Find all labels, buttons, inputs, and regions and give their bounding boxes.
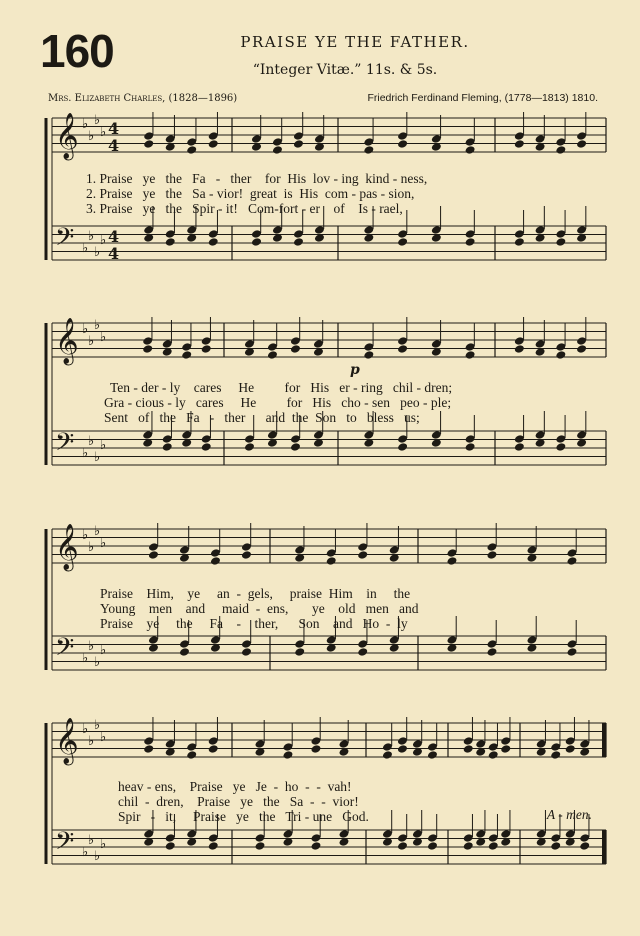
flat-sign: ♭ bbox=[94, 849, 101, 864]
note-head bbox=[397, 237, 408, 247]
treble-clef: 𝄞 bbox=[55, 113, 79, 159]
flat-sign: ♭ bbox=[82, 117, 89, 132]
time-signature-bottom: 4 bbox=[108, 244, 120, 263]
note-head bbox=[326, 556, 337, 566]
bass-clef: 𝄢 bbox=[55, 633, 75, 668]
note-head bbox=[576, 139, 587, 149]
note-head bbox=[427, 841, 438, 851]
flat-sign: ♭ bbox=[100, 730, 107, 745]
note-head bbox=[143, 744, 154, 754]
note-head bbox=[550, 841, 561, 851]
note-head bbox=[186, 145, 197, 155]
flat-sign: ♭ bbox=[100, 233, 107, 248]
note-head bbox=[555, 145, 566, 155]
note-head bbox=[208, 744, 219, 754]
note-head bbox=[514, 344, 525, 354]
note-head bbox=[500, 744, 511, 754]
note-head bbox=[488, 841, 499, 851]
tune-meter: “Integer Vitæ.” 11s. & 5s. bbox=[252, 62, 438, 78]
note-head bbox=[514, 442, 525, 452]
note-head bbox=[565, 744, 576, 754]
note-head bbox=[241, 647, 252, 657]
final-bar bbox=[602, 723, 606, 757]
bass-clef: 𝄢 bbox=[55, 223, 75, 258]
lyric-line: 3. Praise ye the Spir - it! Com-fort - er of Is - rael, bbox=[86, 201, 403, 216]
note-head bbox=[447, 556, 458, 566]
note-head bbox=[201, 344, 212, 354]
note-head bbox=[208, 841, 219, 851]
lyric-line: Praise ye the Fa - ther, Son and Ho - ly bbox=[100, 616, 408, 631]
note-head bbox=[567, 556, 578, 566]
flat-sign: ♭ bbox=[88, 540, 95, 555]
note-head bbox=[488, 750, 499, 760]
note-head bbox=[397, 139, 408, 149]
flat-sign: ♭ bbox=[100, 125, 107, 140]
lyric-line: Young men and maid - ens, ye old men and bbox=[100, 601, 419, 616]
time-signature-top: 4 bbox=[108, 227, 120, 246]
note-head bbox=[555, 350, 566, 360]
flat-sign: ♭ bbox=[88, 833, 95, 848]
flat-sign: ♭ bbox=[88, 334, 95, 349]
note-head bbox=[397, 841, 408, 851]
note-head bbox=[208, 139, 219, 149]
note-head bbox=[397, 442, 408, 452]
note-head bbox=[208, 237, 219, 247]
flat-sign: ♭ bbox=[88, 434, 95, 449]
author-credit: Mrs. Elizabeth Charles, (1828—1896) bbox=[48, 93, 238, 104]
note-head bbox=[186, 750, 197, 760]
note-head bbox=[311, 744, 322, 754]
note-head bbox=[244, 442, 255, 452]
flat-sign: ♭ bbox=[94, 450, 101, 465]
flat-sign: ♭ bbox=[94, 245, 101, 260]
flat-sign: ♭ bbox=[94, 524, 101, 539]
note-head bbox=[397, 344, 408, 354]
flat-sign: ♭ bbox=[94, 718, 101, 733]
flat-sign: ♭ bbox=[82, 322, 89, 337]
note-head bbox=[148, 550, 159, 560]
note-head bbox=[463, 744, 474, 754]
note-head bbox=[294, 647, 305, 657]
note-head bbox=[267, 350, 278, 360]
note-head bbox=[165, 237, 176, 247]
flat-sign: ♭ bbox=[88, 734, 95, 749]
treble-clef: 𝄞 bbox=[55, 524, 79, 570]
note-head bbox=[241, 550, 252, 560]
lyric-line: heav - ens, Praise ye Je - ho - - vah! bbox=[118, 779, 352, 794]
note-head bbox=[555, 442, 566, 452]
flat-sign: ♭ bbox=[94, 655, 101, 670]
amen-text: A - men. bbox=[546, 807, 592, 822]
note-head bbox=[290, 442, 301, 452]
note-head bbox=[382, 750, 393, 760]
lyric-line: chil - dren, Praise ye the Sa - - vior! bbox=[118, 794, 359, 809]
note-head bbox=[272, 145, 283, 155]
note-head bbox=[363, 350, 374, 360]
note-head bbox=[181, 350, 192, 360]
note-head bbox=[290, 344, 301, 354]
note-head bbox=[255, 841, 266, 851]
treble-clef: 𝄞 bbox=[55, 718, 79, 764]
note-head bbox=[142, 344, 153, 354]
hymn-number: 160 bbox=[40, 25, 114, 77]
note-head bbox=[283, 750, 294, 760]
note-head bbox=[487, 550, 498, 560]
note-head bbox=[210, 556, 221, 566]
note-head bbox=[514, 237, 525, 247]
note-head bbox=[487, 647, 498, 657]
flat-sign: ♭ bbox=[82, 446, 89, 461]
note-head bbox=[427, 750, 438, 760]
flat-sign: ♭ bbox=[100, 536, 107, 551]
note-head bbox=[293, 139, 304, 149]
flat-sign: ♭ bbox=[94, 113, 101, 128]
note-head bbox=[555, 237, 566, 247]
flat-sign: ♭ bbox=[88, 229, 95, 244]
treble-clef: 𝄞 bbox=[55, 318, 79, 364]
dynamic-marking: p bbox=[350, 362, 360, 378]
hymn-title: PRAISE YE THE FATHER. bbox=[240, 33, 470, 51]
flat-sign: ♭ bbox=[82, 651, 89, 666]
flat-sign: ♭ bbox=[82, 528, 89, 543]
flat-sign: ♭ bbox=[100, 330, 107, 345]
lyric-line: Ten - der - ly cares He for His er - ring chil - dren; bbox=[110, 380, 453, 395]
note-head bbox=[465, 237, 476, 247]
note-head bbox=[397, 744, 408, 754]
flat-sign: ♭ bbox=[82, 722, 89, 737]
note-head bbox=[463, 841, 474, 851]
note-head bbox=[465, 145, 476, 155]
note-head bbox=[514, 139, 525, 149]
lyric-line: 2. Praise ye the Sa - vior! great is His com - pas - sion, bbox=[86, 186, 415, 201]
note-head bbox=[293, 237, 304, 247]
note-head bbox=[251, 237, 262, 247]
note-head bbox=[179, 647, 190, 657]
flat-sign: ♭ bbox=[94, 318, 101, 333]
final-bar bbox=[602, 830, 606, 864]
note-head bbox=[465, 442, 476, 452]
flat-sign: ♭ bbox=[88, 129, 95, 144]
note-head bbox=[579, 841, 590, 851]
note-head bbox=[550, 750, 561, 760]
time-signature-bottom: 4 bbox=[108, 136, 120, 155]
note-head bbox=[143, 139, 154, 149]
flat-sign: ♭ bbox=[100, 837, 107, 852]
flat-sign: ♭ bbox=[82, 845, 89, 860]
note-head bbox=[357, 647, 368, 657]
time-signature-top: 4 bbox=[108, 119, 120, 138]
flat-sign: ♭ bbox=[100, 438, 107, 453]
flat-sign: ♭ bbox=[82, 241, 89, 256]
bass-clef: 𝄢 bbox=[55, 827, 75, 862]
flat-sign: ♭ bbox=[88, 639, 95, 654]
bass-clef: 𝄢 bbox=[55, 428, 75, 463]
note-head bbox=[311, 841, 322, 851]
note-head bbox=[162, 442, 173, 452]
note-head bbox=[165, 841, 176, 851]
lyric-line: 1. Praise ye the Fa - ther for His lov - ing kind - ness, bbox=[86, 171, 428, 186]
lyric-line: Sent of the Fa - ther and the Son to bless us; bbox=[104, 410, 420, 425]
note-head bbox=[201, 442, 212, 452]
flat-sign: ♭ bbox=[100, 643, 107, 658]
note-head bbox=[576, 344, 587, 354]
lyric-line: Praise Him, ye an - gels, praise Him in the bbox=[100, 586, 411, 601]
lyric-line: Spir - it, Praise ye the Tri - une God. bbox=[118, 809, 369, 824]
note-head bbox=[357, 550, 368, 560]
note-head bbox=[363, 145, 374, 155]
lyric-line: Gra - cious - ly cares He for His cho - sen peo - ple; bbox=[104, 395, 452, 410]
note-head bbox=[465, 350, 476, 360]
composer-credit: Friedrich Ferdinand Fleming, (1778—1813) 1810. bbox=[367, 92, 598, 104]
note-head bbox=[567, 647, 578, 657]
